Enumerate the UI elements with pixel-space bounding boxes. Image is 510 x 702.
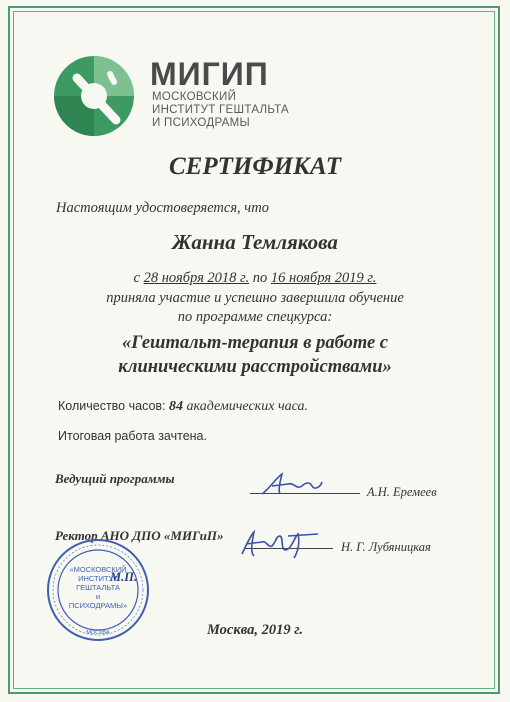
program-intro-line: по программе спецкурса:: [177, 309, 333, 325]
program-title-line: клиническими расстройствами»: [118, 357, 392, 377]
certificate-title: СЕРТИФИКАТ: [169, 153, 341, 180]
intro-text: Настоящим удостоверяется, что: [56, 200, 269, 216]
seal-line: и: [95, 592, 101, 601]
rector-signature-icon: [236, 524, 336, 564]
rector-role: Ректор АНО ДПО «МИГиП»: [55, 528, 224, 543]
recipient-name: Жанна Темлякова: [172, 230, 338, 254]
brand-subtitle-line: ИНСТИТУТ ГЕШТАЛЬТА: [152, 104, 289, 116]
stamp-mark: М.П.: [110, 570, 138, 584]
host-signature-icon: [258, 470, 330, 500]
seal-bottom-text: МОСКВА: [86, 630, 110, 636]
date-to: 16 ноября 2019 г.: [270, 270, 377, 286]
period-middle: по: [252, 270, 268, 286]
brand-subtitle-line: И ПСИХОДРАМЫ: [152, 117, 250, 129]
brand-subtitle: [152, 91, 289, 130]
seal-line: ИНСТИТУТ: [78, 574, 118, 583]
brand-name: МИГИП: [150, 56, 269, 92]
host-name: А.Н. Еремеев: [367, 485, 437, 499]
program-title-line: «Гештальт-терапия в работе с: [121, 333, 389, 353]
participation-line: приняла участие и успешно завершила обучение: [106, 290, 404, 306]
period-line: [0, 270, 510, 287]
final-work-text: Итоговая работа зачтена.: [58, 429, 207, 443]
seal-line: ГЕШТАЛЬТА: [76, 583, 120, 592]
hours-value: 84: [169, 399, 184, 414]
city-year: Москва, 2019 г.: [206, 622, 303, 638]
date-from: 28 ноября 2018 г.: [143, 270, 250, 286]
host-role: Ведущий программы: [55, 471, 175, 486]
migip-logo-icon: [52, 54, 136, 138]
period-prefix: с: [133, 270, 140, 286]
seal-line: ПСИХОДРАМЫ»: [68, 601, 128, 610]
hours-line: [58, 399, 308, 415]
brand-subtitle-line: МОСКОВСКИЙ: [152, 91, 237, 103]
program-title: [0, 331, 510, 379]
rector-name: Н. Г. Лубяницкая: [341, 540, 431, 554]
seal-center-text: [46, 565, 150, 610]
seal-line: «МОСКОВСКИЙ: [69, 565, 127, 574]
hours-unit: академических часа.: [186, 399, 308, 414]
hours-label: Количество часов:: [58, 399, 166, 413]
